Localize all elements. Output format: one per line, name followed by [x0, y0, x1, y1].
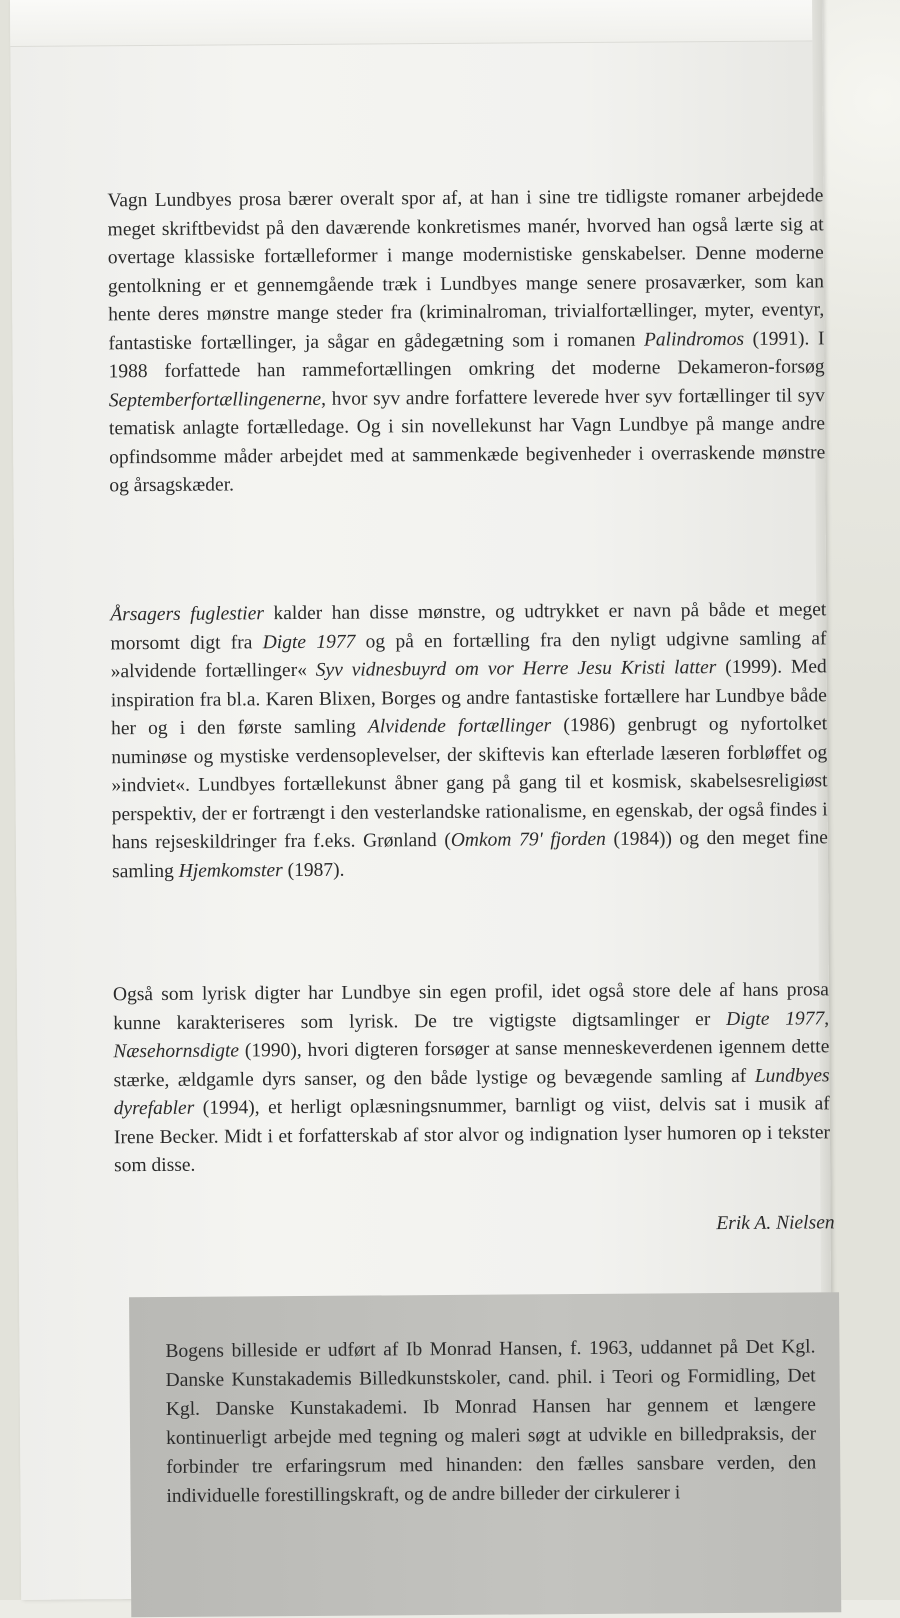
paragraph-text: og på en fortælling fra den nyligt udgivne samling af »alvidende fortællinger« [110, 627, 827, 683]
book-title: Lundbyes dyrefabler [113, 1064, 830, 1120]
paragraph-text: (1999). Med inspiration fra bl.a. Karen Blixen, Borges og andre fantastiske fortællere har Lundbye både her og i den første samling [110, 656, 827, 740]
author-signature: Erik A. Nielsen [716, 1212, 835, 1235]
book-title: Septemberfortællingenerne [108, 388, 322, 411]
paragraph-text: kalder han disse mønstre, og udtrykket er navn på både et meget morsomt digt fra [110, 599, 827, 654]
paragraph-text: (1986) genbrugt og nyfortolket numinøse og mystiske verdensoplevelser, der skiftevis kan efterlade læseren forbløffet og »indviet«. Lundbyes fortællekunst åbner gang på gang til et kosmisk, skabelsesreligiøst perspektiv, der er fortrængt i den vesterlandske rationalisme, en egenskab, der også findes i hans rejseskildringer fra f.eks. Grønland ( [111, 713, 828, 854]
illustrator-info-text: Bogens billeside er udført af Ib Monrad Hansen, f. 1963, uddannet på Det Kgl. Danske Kunstakademis Billedkunstskoler, cand. phil. i Teori og Formidling, Det Kgl. Danske Kunstakademi. Ib Monrad Hansen har gennem et længere kontinuerligt arbejde med tegning og maleri søgt at udvikle en billedpraksis, der forbinder tre erfaringsrum med hinanden: den fælles sansbare verden, den individuelle forestillingskraft, og de andre billeder der cirkulerer i [165, 1336, 817, 1507]
book-flap-page [10, 0, 833, 1600]
paragraph-text: (1994), et herligt oplæsningsnummer, barnligt og viist, delvis sat i musik af Irene Becker. Midt i et forfatterskab af stor alvor og indignation lyser humoren op i tekster som disse. [113, 1093, 830, 1177]
illustrator-info-box [129, 1292, 841, 1617]
book-title: Digte 1977 [726, 1007, 825, 1030]
paragraph-text: Også som lyrisk digter har Lundbye sin egen profil, idet også store dele af hans prosa kunne karakteriseres som lyrisk. De tre vigtigste digtsamlinger er [112, 979, 830, 1034]
book-title: Palindromos [643, 328, 745, 351]
paragraph-text: Vagn Lundbyes prosa bærer overalt spor af, at han i sine tre tidligste romaner arbejdede meget skriftbevidst på den daværende konkretismes manér, hvorved han også lærte sig at overtage klassiske fortælleformer i mange modernistiske genskabelser. Denne moderne gentolkning er et gennemgående træk i Lundbyes mange senere prosaværker, som kan hente deres mønstre mange steder fra (kriminalroman, trivialfortællinger, myter, eventyr, fantastiske fortællinger, ja sågar en gådegætning som i romanen [107, 185, 825, 354]
book-title: Årsagers fuglestier [110, 603, 265, 626]
book-title: Syv vidnesbuyrd om vor Herre Jesu Kristi latter [315, 657, 717, 681]
page-top-fold [10, 0, 822, 47]
essay-paragraph-1 [107, 182, 825, 500]
book-title: Hjemkomster [178, 859, 283, 882]
book-title: Omkom 79' fjorden [450, 828, 606, 851]
paragraph-text: (1987). [287, 859, 345, 881]
paragraph-text: (1984)) og den meget fine samling [112, 827, 828, 882]
book-title: Næsehornsdigte [113, 1040, 240, 1063]
book-title: Digte 1977 [262, 631, 356, 653]
paragraph-text: , hvor syv andre forfattere leverede hver syv fortællinger til syv tematisk anlagte fortælledage. Og i sin novellekunst har Vagn Lundbye på mange andre opfindsomme måder arbejdet med at sammenkæde begivenheder i overraskende mønstre og årsagskæder. [108, 384, 826, 497]
paragraph-text: (1990), hvori digteren forsøger at sanse menneskeverdenen igennem dette stærke, ældgamle dyrs sanser, og den både lystige og bevægende samling af [113, 1036, 830, 1091]
book-title: Alvidende fortællinger [367, 715, 552, 738]
essay-paragraph-2 [110, 596, 828, 886]
essay-paragraph-3: Også som lyrisk digter har Lundbye sin egen profil, idet også store dele af hans prosa kunne karakteriseres som lyrisk. De tre vigtigste digtsamlinger er Digte 1977, Næsehornsdigte (1990), hvori digteren forsøger at sanse menneskeverdenen igennem dette stærke, ældgamle dyrs sanser, og den både lystige og bevægende samling af Lundbyes dyrefabler (1994), et herligt oplæsningsnummer, barnligt og viist, delvis sat i musik af Irene Becker. Midt i et forfatterskab af stor alvor og indignation lyser humoren op i tekster som disse. [112, 979, 830, 1177]
paragraph-text: (1991). I 1988 forfattede han rammefortællingen omkring det moderne Dekameron-forsøg [108, 327, 825, 383]
